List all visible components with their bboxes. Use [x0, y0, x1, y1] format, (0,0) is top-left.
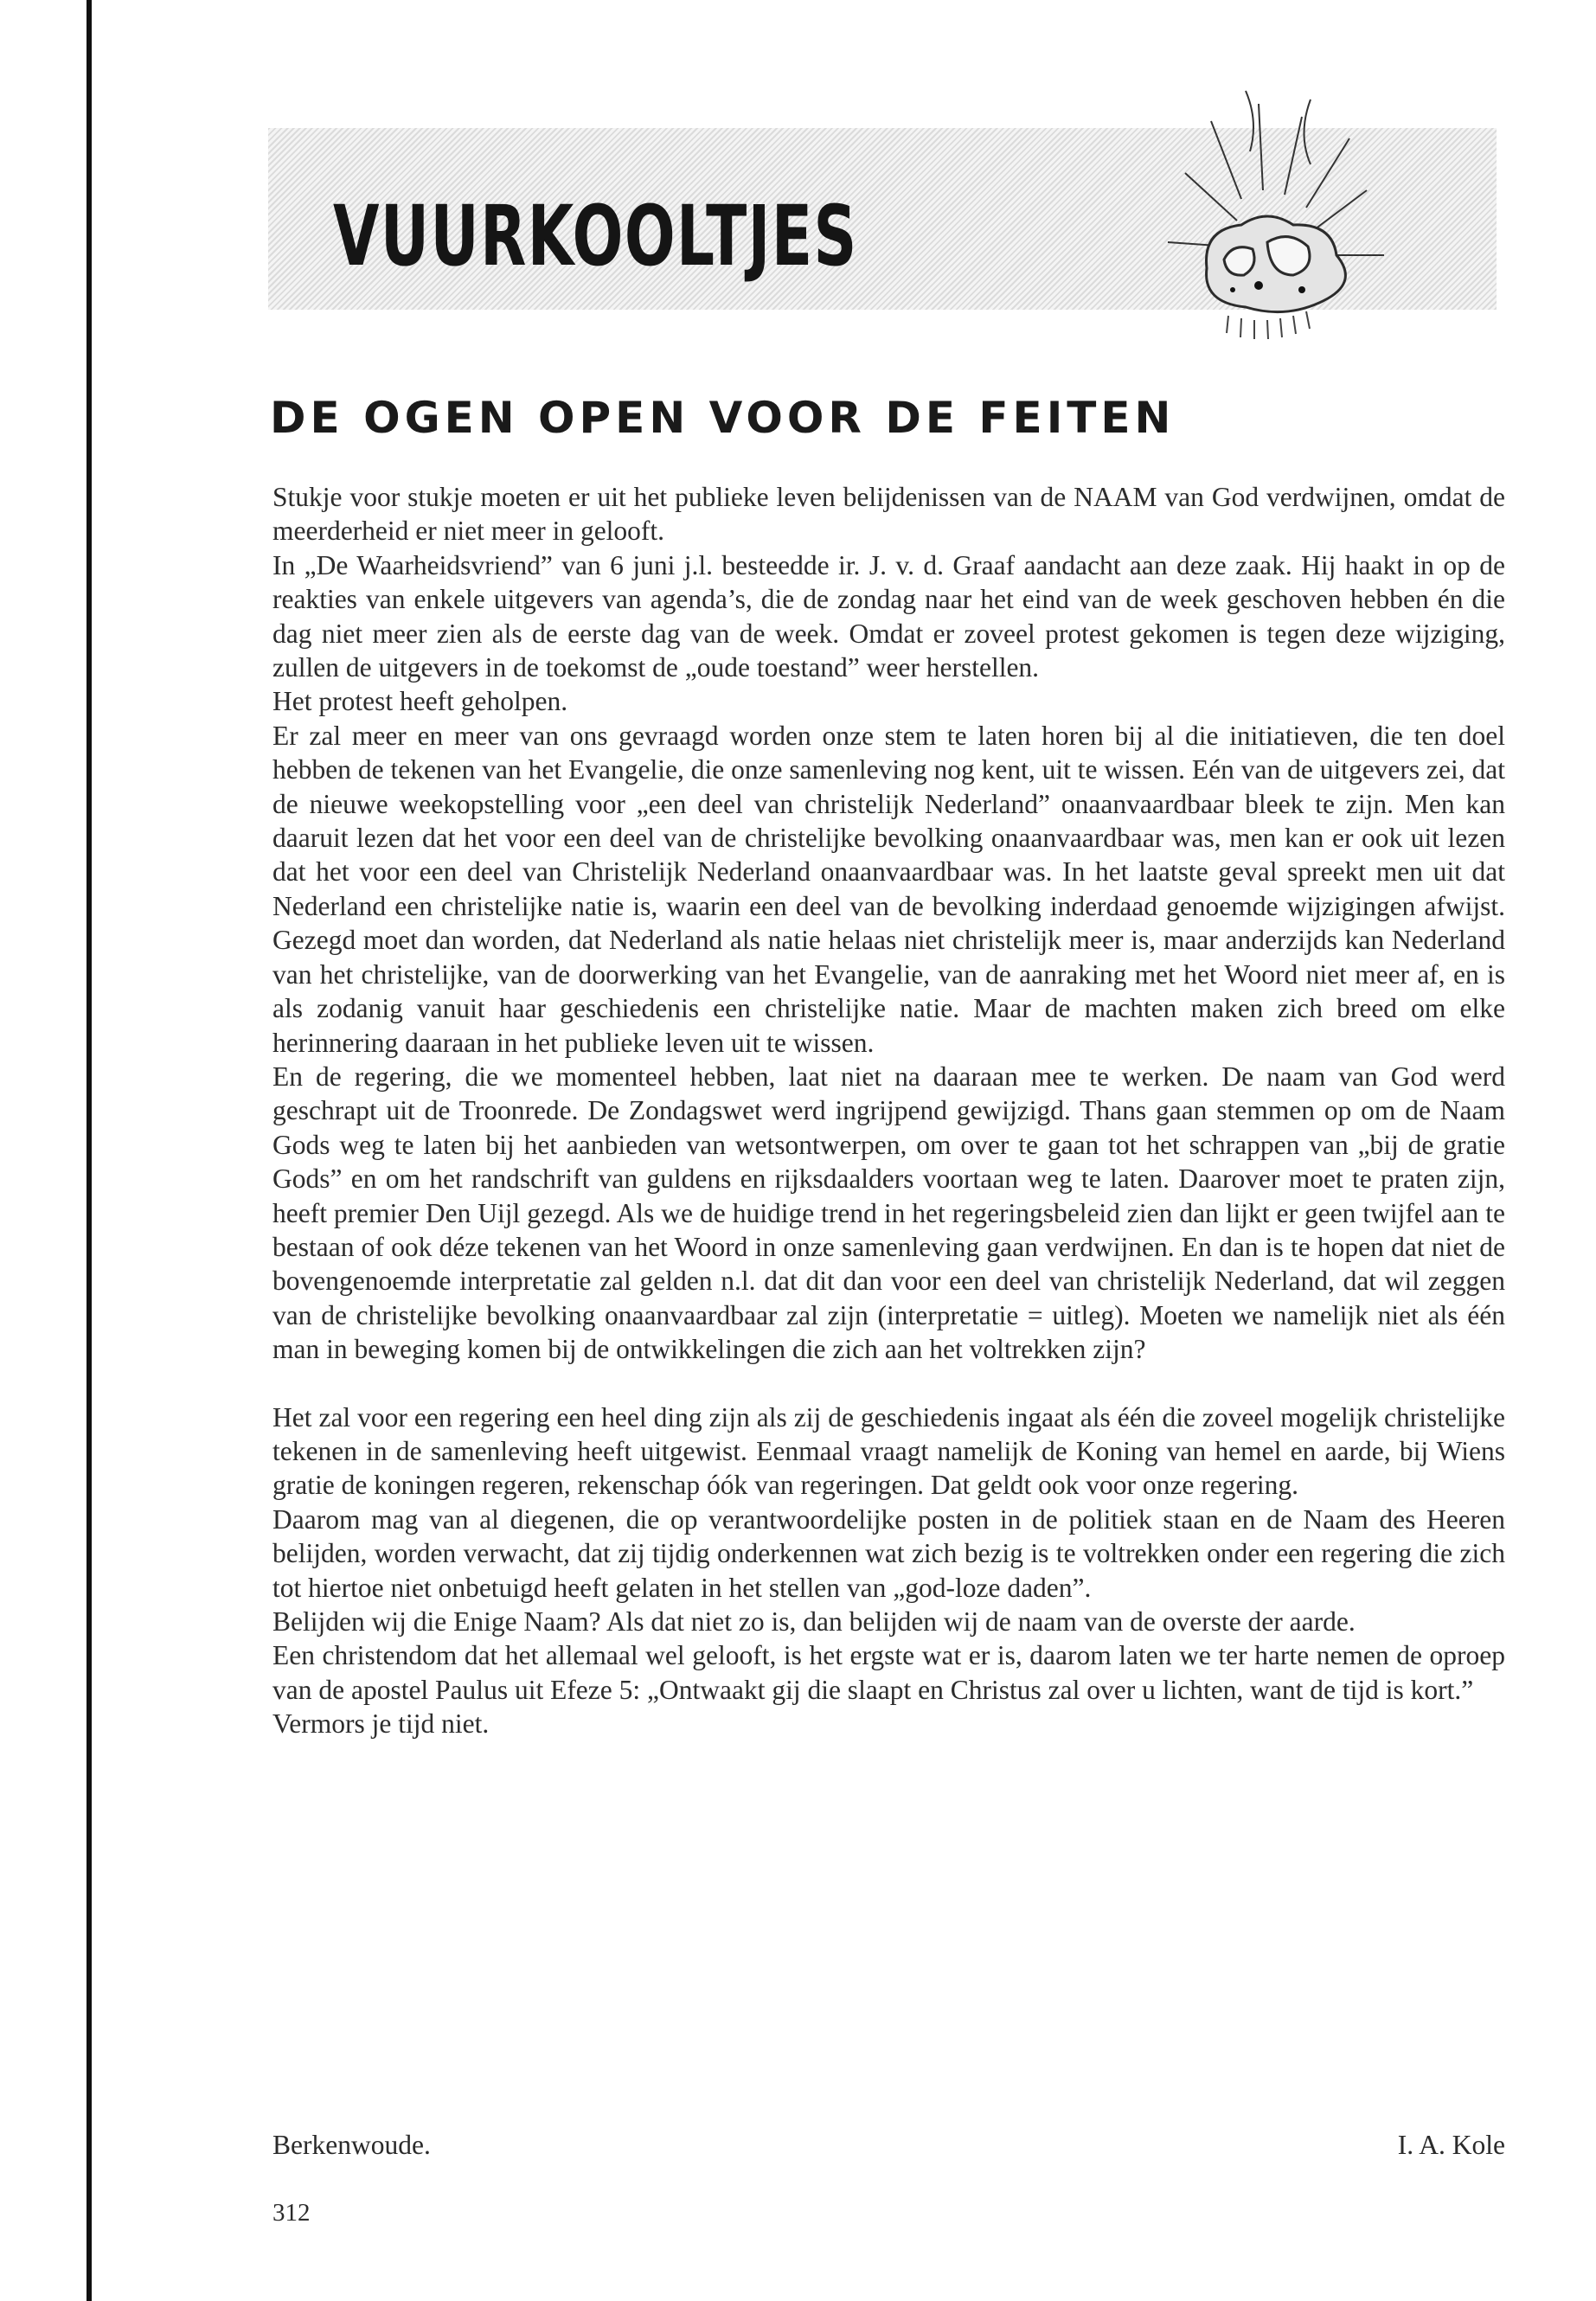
article-headline: DE OGEN OPEN VOOR DE FEITEN	[270, 393, 1176, 443]
article-body	[272, 480, 1505, 1741]
article-paragraph: Vermors je tijd niet.	[272, 1708, 490, 1740]
burning-coals-icon	[1081, 69, 1445, 355]
article-paragraph: Een christendom dat het allemaal wel gelooft, is het ergste wat er is, daarom laten we ter harte nemen de oproep van de apostel Paulus uit Efeze 5: „Ontwaakt gij die slaapt en Christus zal over u lichten, want de tijd is kort.”	[272, 1640, 1505, 1705]
article-paragraph: Er zal meer en meer van ons gevraagd worden onze stem te laten horen bij al die initiatieven, die ten doel hebben de tekenen van het Evangelie, die onze samenleving nog kent, uit te wissen. Eén van de uitgevers zei, dat de nieuwe weekopstelling voor „een deel van christelijk Nederland” onaanvaardbaar bleek te zijn. Men kan daaruit lezen dat het voor een deel van de christelijke bevolking onaanvaardbaar was, men kan er ook uit lezen dat het voor een deel van Christelijk Nederland onaanvaardbaar was. In het laatste geval spreekt men uit dat Nederland een christelijke natie is, waarin een deel van de bevolking inderdaad genoemde wijzigingen afwijst. Gezegd moet dan worden, dat Nederland als natie helaas niet christelijk meer is, maar anderzijds kan Nederland van het christelijke, van de doorwerking van het Evangelie, van de aanraking met het Woord niet meer af, en is als zodanig vanuit haar geschiedenis een christelijke natie. Maar de machten maken zich breed om elke herinnering daaraan in het publieke leven uit te wissen.	[272, 720, 1505, 1058]
article-paragraph: Stukje voor stukje moeten er uit het publieke leven belijdenissen van de NAAM van God verdwijnen, omdat de meerderheid er niet meer in gelooft.	[272, 482, 1505, 547]
article-paragraph: Daarom mag van al diegenen, die op verantwoordelijke posten in de politiek staan en de Naam des Heeren belijden, worden verwacht, dat zij tijdig onderkennen wat zich bezig is te voltrekken onder een regering die zich tot hiertoe niet onbetuigd heeft gelaten in het stellen van „god-loze daden”.	[272, 1503, 1505, 1603]
article-paragraph: In „De Waarheidsvriend” van 6 juni j.l. besteedde ir. J. v. d. Graaf aandacht aan deze zaak. Hij haakt in op de reakties van enkele uitgevers van agenda’s, die de zondag naar het eind van de week geschoven hebben én die dag niet meer zien als de eerste dag van de week. Omdat er zoveel protest gekomen is tegen deze wijziging, zullen de uitgevers in de toekomst de „oude toestand” weer herstellen.	[272, 549, 1505, 683]
page-number: 312	[272, 2199, 311, 2227]
article-paragraph: En de regering, die we momenteel hebben, laat niet na daaraan mee te werken. De naam van God werd geschrapt uit de Troonrede. De Zondagswet werd ingrijpend gewijzigd. Thans gaan stemmen op om de Naam Gods weg te laten bij het aanbieden van wetsontwerpen, om over te gaan tot het schrappen van „bij de gratie Gods” en om het randschrift van guldens en rijksdaalders voortaan weg te laten. Daarover moet te praten zijn, heeft premier Den Uijl gezegd. Als we de huidige trend in het regeringsbeleid zien dan lijkt er geen twijfel aan te bestaan of ook déze tekenen van het Woord in onze samenleving gaan verdwijnen. En dan is te hopen dat niet de bovengenoemde interpretatie zal gelden n.l. dat dit dan voor een deel van christelijk Nederland, dat wil zeggen van de christelijke bevolking onaanvaardbaar zal zijn (interpretatie = uitleg). Moeten we namelijk niet als één man in beweging komen bij de ontwikkelingen die zich aan het voltrekken zijn?	[272, 1061, 1505, 1365]
article-paragraph: Belijden wij die Enige Naam? Als dat niet zo is, dan belijden wij de naam van de overste der aarde.	[272, 1606, 1356, 1637]
article-author: I. A. Kole	[1397, 2130, 1505, 2160]
article-paragraph: Het zal voor een regering een heel ding zijn als zij de geschiedenis ingaat als één die zoveel mogelijk christelijke tekenen in de samenleving heeft uitgewist. Eenmaal vraagt namelijk de Koning van hemel en aarde, bij Wiens gratie de koningen regeren, rekenschap óók van regeringen. Dat geldt ook voor onze regering.	[272, 1401, 1505, 1501]
article-place: Berkenwoude.	[272, 2130, 431, 2160]
article-paragraph: Het protest heeft geholpen.	[272, 686, 568, 717]
page-edge-rule	[87, 0, 92, 2301]
column-title: VUURKOOLTJES	[333, 188, 858, 285]
